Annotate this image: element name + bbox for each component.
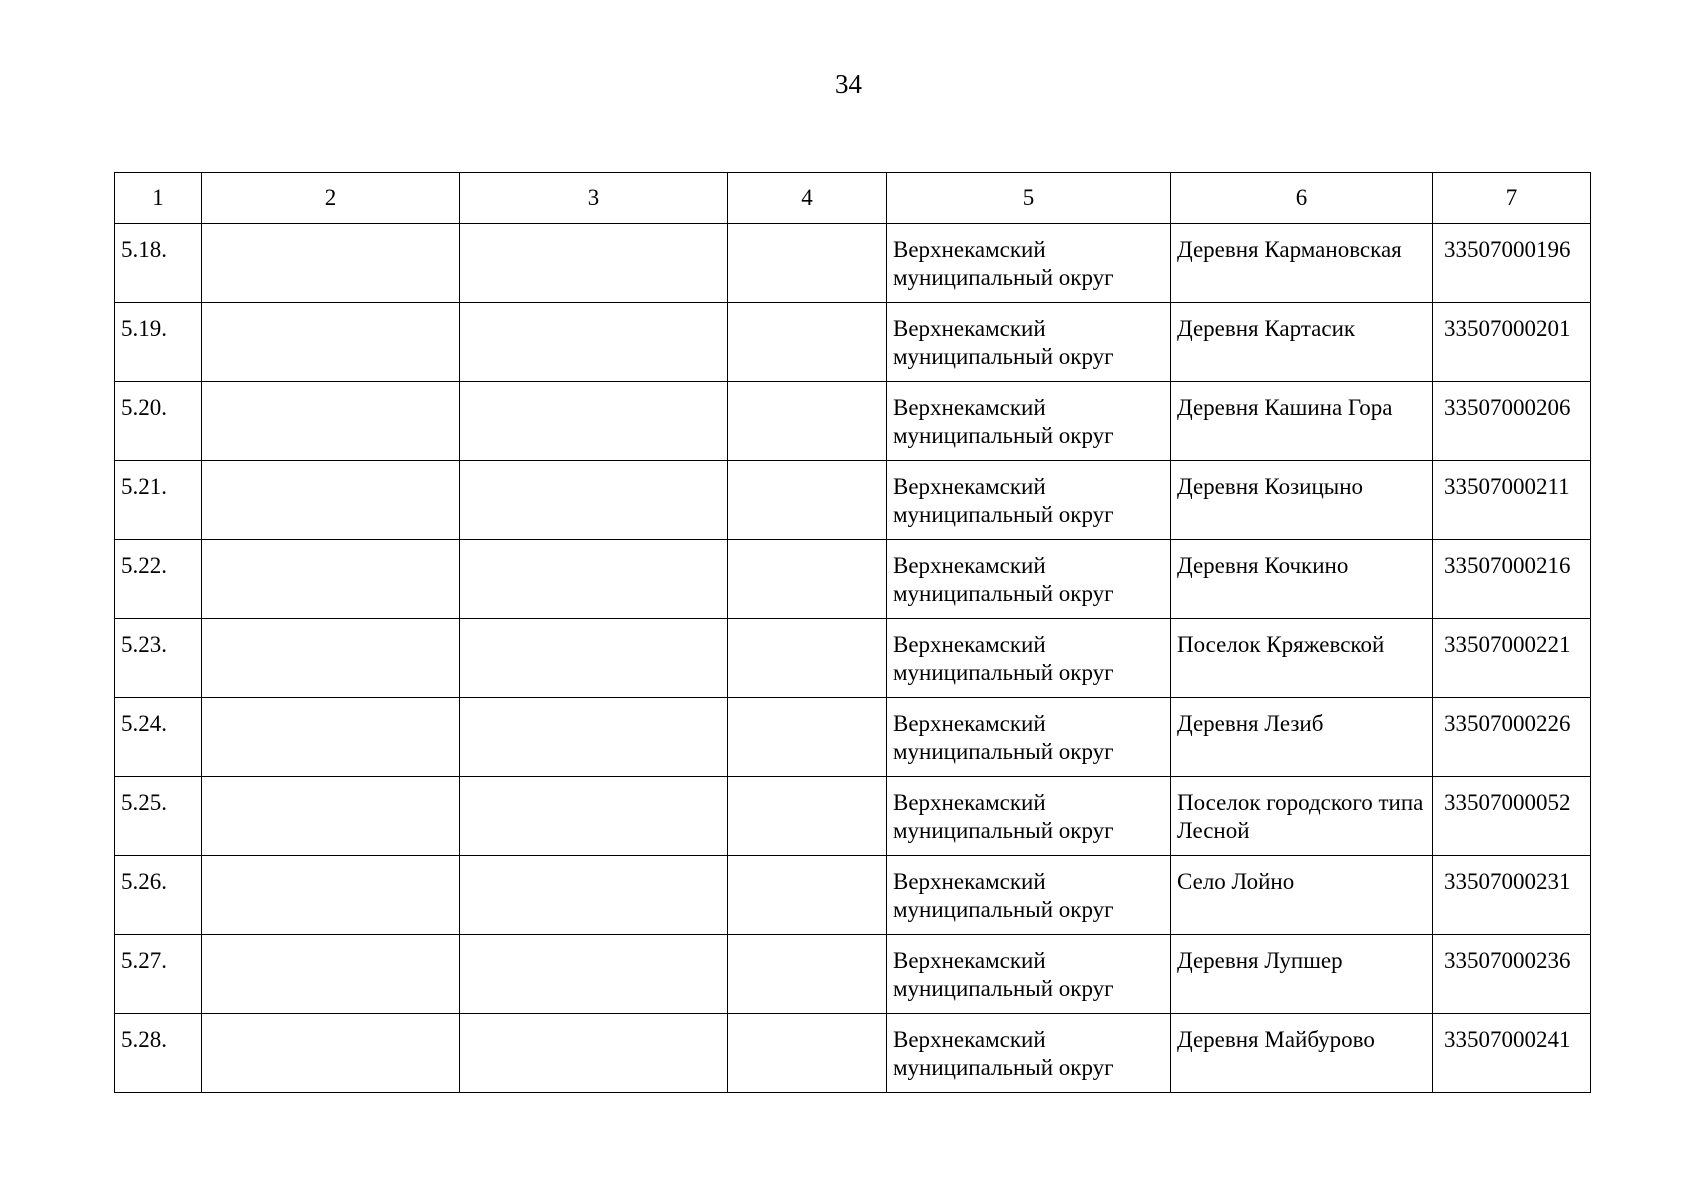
empty-cell bbox=[728, 1014, 887, 1093]
empty-cell bbox=[202, 540, 460, 619]
code-cell: 33507000241 bbox=[1433, 1014, 1591, 1093]
empty-cell bbox=[460, 856, 728, 935]
empty-cell bbox=[202, 619, 460, 698]
header-cell-2: 2 bbox=[202, 173, 460, 224]
header-cell-1: 1 bbox=[115, 173, 202, 224]
empty-cell bbox=[728, 461, 887, 540]
code-cell: 33507000221 bbox=[1433, 619, 1591, 698]
row-number: 5.23. bbox=[115, 619, 202, 698]
table-row bbox=[115, 382, 1591, 461]
empty-cell bbox=[460, 619, 728, 698]
code-cell: 33507000236 bbox=[1433, 935, 1591, 1014]
table-row bbox=[115, 935, 1591, 1014]
settlement-cell: Деревня Лупшер bbox=[1171, 935, 1433, 1014]
code-cell: 33507000226 bbox=[1433, 698, 1591, 777]
table-row bbox=[115, 1014, 1591, 1093]
empty-cell bbox=[202, 1014, 460, 1093]
empty-cell bbox=[460, 224, 728, 303]
empty-cell bbox=[460, 461, 728, 540]
code-cell: 33507000196 bbox=[1433, 224, 1591, 303]
header-cell-3: 3 bbox=[460, 173, 728, 224]
row-number: 5.27. bbox=[115, 935, 202, 1014]
settlement-cell: Деревня Картасик bbox=[1171, 303, 1433, 382]
empty-cell bbox=[728, 777, 887, 856]
code-cell: 33507000052 bbox=[1433, 777, 1591, 856]
table-row bbox=[115, 777, 1591, 856]
code-cell: 33507000211 bbox=[1433, 461, 1591, 540]
header-cell-6: 6 bbox=[1171, 173, 1433, 224]
empty-cell bbox=[728, 224, 887, 303]
header-row bbox=[115, 173, 1591, 224]
table-row bbox=[115, 224, 1591, 303]
empty-cell bbox=[728, 935, 887, 1014]
empty-cell bbox=[460, 540, 728, 619]
settlement-cell: Поселок городского типа Лесной bbox=[1171, 777, 1433, 856]
table-row bbox=[115, 540, 1591, 619]
settlement-cell: Деревня Лезиб bbox=[1171, 698, 1433, 777]
code-cell: 33507000201 bbox=[1433, 303, 1591, 382]
district-cell: Верхнекамский муниципальный округ bbox=[887, 698, 1171, 777]
settlement-cell: Деревня Кармановская bbox=[1171, 224, 1433, 303]
empty-cell bbox=[202, 935, 460, 1014]
empty-cell bbox=[728, 619, 887, 698]
settlement-cell: Поселок Кряжевской bbox=[1171, 619, 1433, 698]
district-cell: Верхнекамский муниципальный округ bbox=[887, 382, 1171, 461]
code-cell: 33507000216 bbox=[1433, 540, 1591, 619]
empty-cell bbox=[728, 698, 887, 777]
row-number: 5.21. bbox=[115, 461, 202, 540]
empty-cell bbox=[460, 1014, 728, 1093]
table-row bbox=[115, 303, 1591, 382]
table-row bbox=[115, 461, 1591, 540]
empty-cell bbox=[202, 224, 460, 303]
district-cell: Верхнекамский муниципальный округ bbox=[887, 540, 1171, 619]
row-number: 5.28. bbox=[115, 1014, 202, 1093]
header-cell-7: 7 bbox=[1433, 173, 1591, 224]
empty-cell bbox=[460, 777, 728, 856]
page-number: 34 bbox=[835, 69, 862, 99]
settlement-cell: Деревня Кочкино bbox=[1171, 540, 1433, 619]
settlement-cell: Деревня Майбурово bbox=[1171, 1014, 1433, 1093]
empty-cell bbox=[460, 698, 728, 777]
empty-cell bbox=[202, 856, 460, 935]
row-number: 5.22. bbox=[115, 540, 202, 619]
code-cell: 33507000206 bbox=[1433, 382, 1591, 461]
code-cell: 33507000231 bbox=[1433, 856, 1591, 935]
district-cell: Верхнекамский муниципальный округ bbox=[887, 935, 1171, 1014]
row-number: 5.26. bbox=[115, 856, 202, 935]
settlement-cell: Деревня Кашина Гора bbox=[1171, 382, 1433, 461]
empty-cell bbox=[460, 935, 728, 1014]
row-number: 5.20. bbox=[115, 382, 202, 461]
table-row bbox=[115, 698, 1591, 777]
district-cell: Верхнекамский муниципальный округ bbox=[887, 224, 1171, 303]
header-cell-5: 5 bbox=[887, 173, 1171, 224]
district-cell: Верхнекамский муниципальный округ bbox=[887, 303, 1171, 382]
row-number: 5.18. bbox=[115, 224, 202, 303]
table-row bbox=[115, 856, 1591, 935]
row-number: 5.25. bbox=[115, 777, 202, 856]
empty-cell bbox=[460, 303, 728, 382]
table-row bbox=[115, 619, 1591, 698]
empty-cell bbox=[202, 777, 460, 856]
empty-cell bbox=[460, 382, 728, 461]
empty-cell bbox=[728, 382, 887, 461]
header-cell-4: 4 bbox=[728, 173, 887, 224]
empty-cell bbox=[728, 540, 887, 619]
empty-cell bbox=[202, 698, 460, 777]
empty-cell bbox=[202, 382, 460, 461]
empty-cell bbox=[202, 461, 460, 540]
empty-cell bbox=[202, 303, 460, 382]
district-cell: Верхнекамский муниципальный округ bbox=[887, 777, 1171, 856]
district-cell: Верхнекамский муниципальный округ bbox=[887, 1014, 1171, 1093]
settlement-cell: Село Лойно bbox=[1171, 856, 1433, 935]
row-number: 5.24. bbox=[115, 698, 202, 777]
settlement-cell: Деревня Козицыно bbox=[1171, 461, 1433, 540]
district-cell: Верхнекамский муниципальный округ bbox=[887, 856, 1171, 935]
empty-cell bbox=[728, 856, 887, 935]
empty-cell bbox=[728, 303, 887, 382]
settlements-table bbox=[114, 172, 1591, 1093]
district-cell: Верхнекамский муниципальный округ bbox=[887, 619, 1171, 698]
row-number: 5.19. bbox=[115, 303, 202, 382]
district-cell: Верхнекамский муниципальный округ bbox=[887, 461, 1171, 540]
